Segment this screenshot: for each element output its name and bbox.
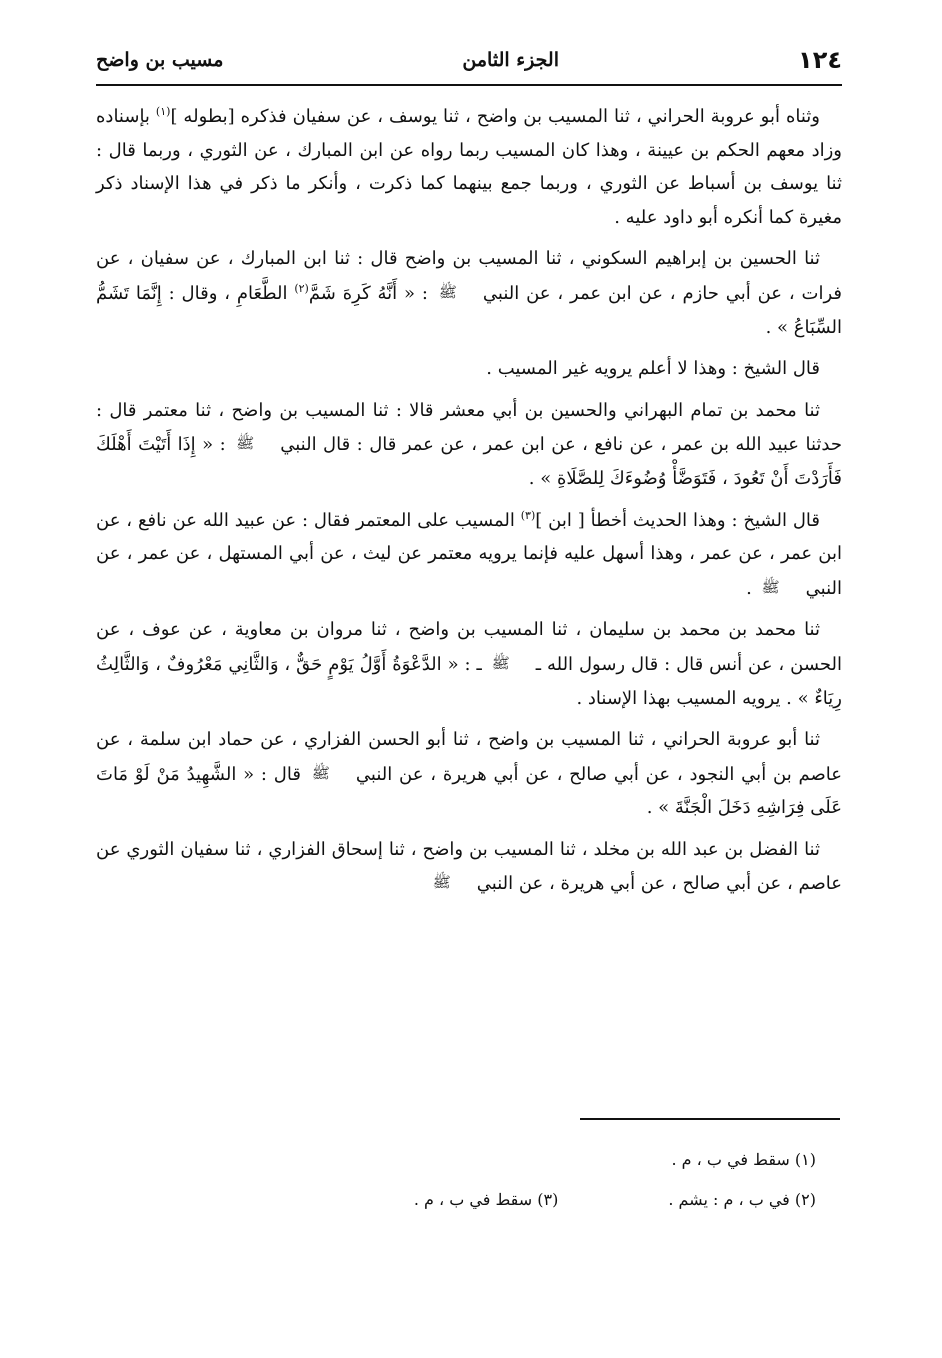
footnote-marker-3: (٣): [520, 508, 536, 522]
paragraph-2: [96, 242, 842, 344]
paragraph-1-text-b: بإسناده وزاد معهم الحكم بن عيينة ، وهذا كان المسيب ربما رواه عن ابن المبارك ، عن الثوري ، وربما قال : ثنا يوسف بن أسباط عن الثوري ، وربما جمع بينهما كما ذكرت ، وأنكر ما ذكر في هذا الإسناد ذكر مغيرة كما أنكره أبو داود عليه .: [96, 106, 842, 228]
footnote-1: (١) سقط في ب ، م .: [671, 1150, 816, 1169]
paragraph-5-text-a: قال الشيخ : وهذا الحديث أخطأ [ ابن ]: [535, 509, 820, 531]
footnote-separator: [580, 1118, 840, 1120]
paragraph-1: [96, 100, 842, 234]
paragraph-1-text-a: وثناه أبو عروبة الحراني ، ثنا المسيب بن واضح ، ثنا يوسف ، عن سفيان فذكره [بطوله ]: [170, 106, 821, 127]
paragraph-4-text-b: : « إِذَا أَتَيْتَ أَهْلَكَ فَأَرَدْتَ أَنْ تَعُودَ ، فَتَوَضَّأْ وُضُوءَكَ لِلصَّلَاةِ » .: [96, 434, 842, 489]
paragraph-7: [96, 723, 842, 825]
footnote-row-1: [96, 1140, 816, 1180]
paragraph-6-text-b: ـ : « الدَّعْوَةُ أَوَّلُ يَوْمٍ حَقٌّ ، وَالثَّانِي مَعْرُوفٌ ، وَالثَّالِثُ رِيَاءٌ » . يرويه المسيب بهذا الإسناد .: [96, 653, 842, 709]
salutation-glyph: ﷺ: [491, 653, 510, 672]
paragraph-5: [96, 504, 842, 606]
paragraph-3: قال الشيخ : وهذا لا أعلم يرويه غير المسيب .: [486, 358, 820, 380]
footnote-row-2: [96, 1180, 816, 1220]
header-rule: [96, 84, 842, 86]
footnotes: [96, 1140, 816, 1220]
salutation-glyph: ﷺ: [236, 434, 255, 453]
paragraph-2-text-b: : « أَنَّهُ كَرِهَ شَمَّ: [308, 282, 435, 304]
entry-title: مسيب بن واضح: [96, 49, 224, 71]
paragraph-8-text-a: ثنا الفضل بن عبد الله بن مخلد ، ثنا المسيب بن واضح ، ثنا إسحاق الفزاري ، ثنا سفيان الثوري عن عاصم ، عن أبي صالح ، عن أبي هريرة ، عن النبي: [96, 838, 842, 895]
salutation-glyph: ﷺ: [311, 763, 330, 782]
paragraph-6: [96, 613, 842, 715]
salutation-glyph: ﷺ: [438, 282, 457, 301]
paragraph-8: [96, 833, 842, 901]
paragraph-4: [96, 394, 842, 496]
footnote-marker-1: (١): [155, 105, 171, 118]
paragraph-2-text-a: ثنا الحسين بن إبراهيم السكوني ، ثنا المسيب بن واضح قال : ثنا ابن المبارك ، عن سفيان ، عن فرات ، عن أبي حازم ، عن ابن عمر ، عن النبي: [96, 248, 843, 304]
paragraph-7-text-a: ثنا أبو عروبة الحراني ، ثنا المسيب بن واضح ، ثنا أبو الحسن الفزاري ، عن حماد ابن سلمة ، عن عاصم بن أبي النجود ، عن أبي صالح ، عن أبي هريرة ، عن النبي: [96, 729, 842, 785]
salutation-glyph: ﷺ: [761, 577, 780, 596]
footnote-marker-2: (٢): [294, 281, 309, 295]
paragraph-5-text-c: .: [746, 577, 758, 599]
paragraph-5-text-b: المسيب على المعتمر فقال : عن عبيد الله عن نافع ، عن ابن عمر ، عن عمر ، وهذا أسهل عليه فإنما يرويه معتمر عن ليث ، عن أبي المستهل ، عن عمر ، عن النبي: [96, 509, 842, 599]
running-header: [96, 40, 842, 80]
footnote-3: (٣) سقط في ب ، م .: [413, 1190, 559, 1209]
paragraph-4-text-a: ثنا محمد بن تمام البهراني والحسين بن أبي معشر قالا : ثنا المسيب بن واضح ، ثنا معتمر قال : حدثنا عبيد الله بن عمر ، عن نافع ، عن ابن عمر ، عن عمر قال : قال النبي: [96, 399, 842, 456]
paragraph-6-text-a: ثنا محمد بن محمد بن سليمان ، ثنا المسيب بن واضح ، ثنا مروان بن معاوية ، عن عوف ، عن الحسن ، عن أنس قال : قال رسول الله ـ: [96, 619, 842, 675]
paragraph-7-text-b: قال : « الشَّهِيدُ مَنْ لَوْ مَاتَ عَلَى فِرَاشِهِ دَخَلَ الْجَنَّةَ » .: [96, 763, 842, 819]
body-text: [96, 100, 842, 909]
salutation-glyph: ﷺ: [432, 873, 451, 892]
footnote-2: (٢) في ب ، م : يشم .: [668, 1190, 816, 1209]
volume-title: الجزء الثامن: [462, 49, 560, 71]
paragraph-2-text-c: الطَّعَامِ ، وقال : إِنَّمَا تَشَمُّ السِّبَاعُ » .: [96, 282, 842, 338]
page-number: ١٢٤: [798, 46, 842, 74]
